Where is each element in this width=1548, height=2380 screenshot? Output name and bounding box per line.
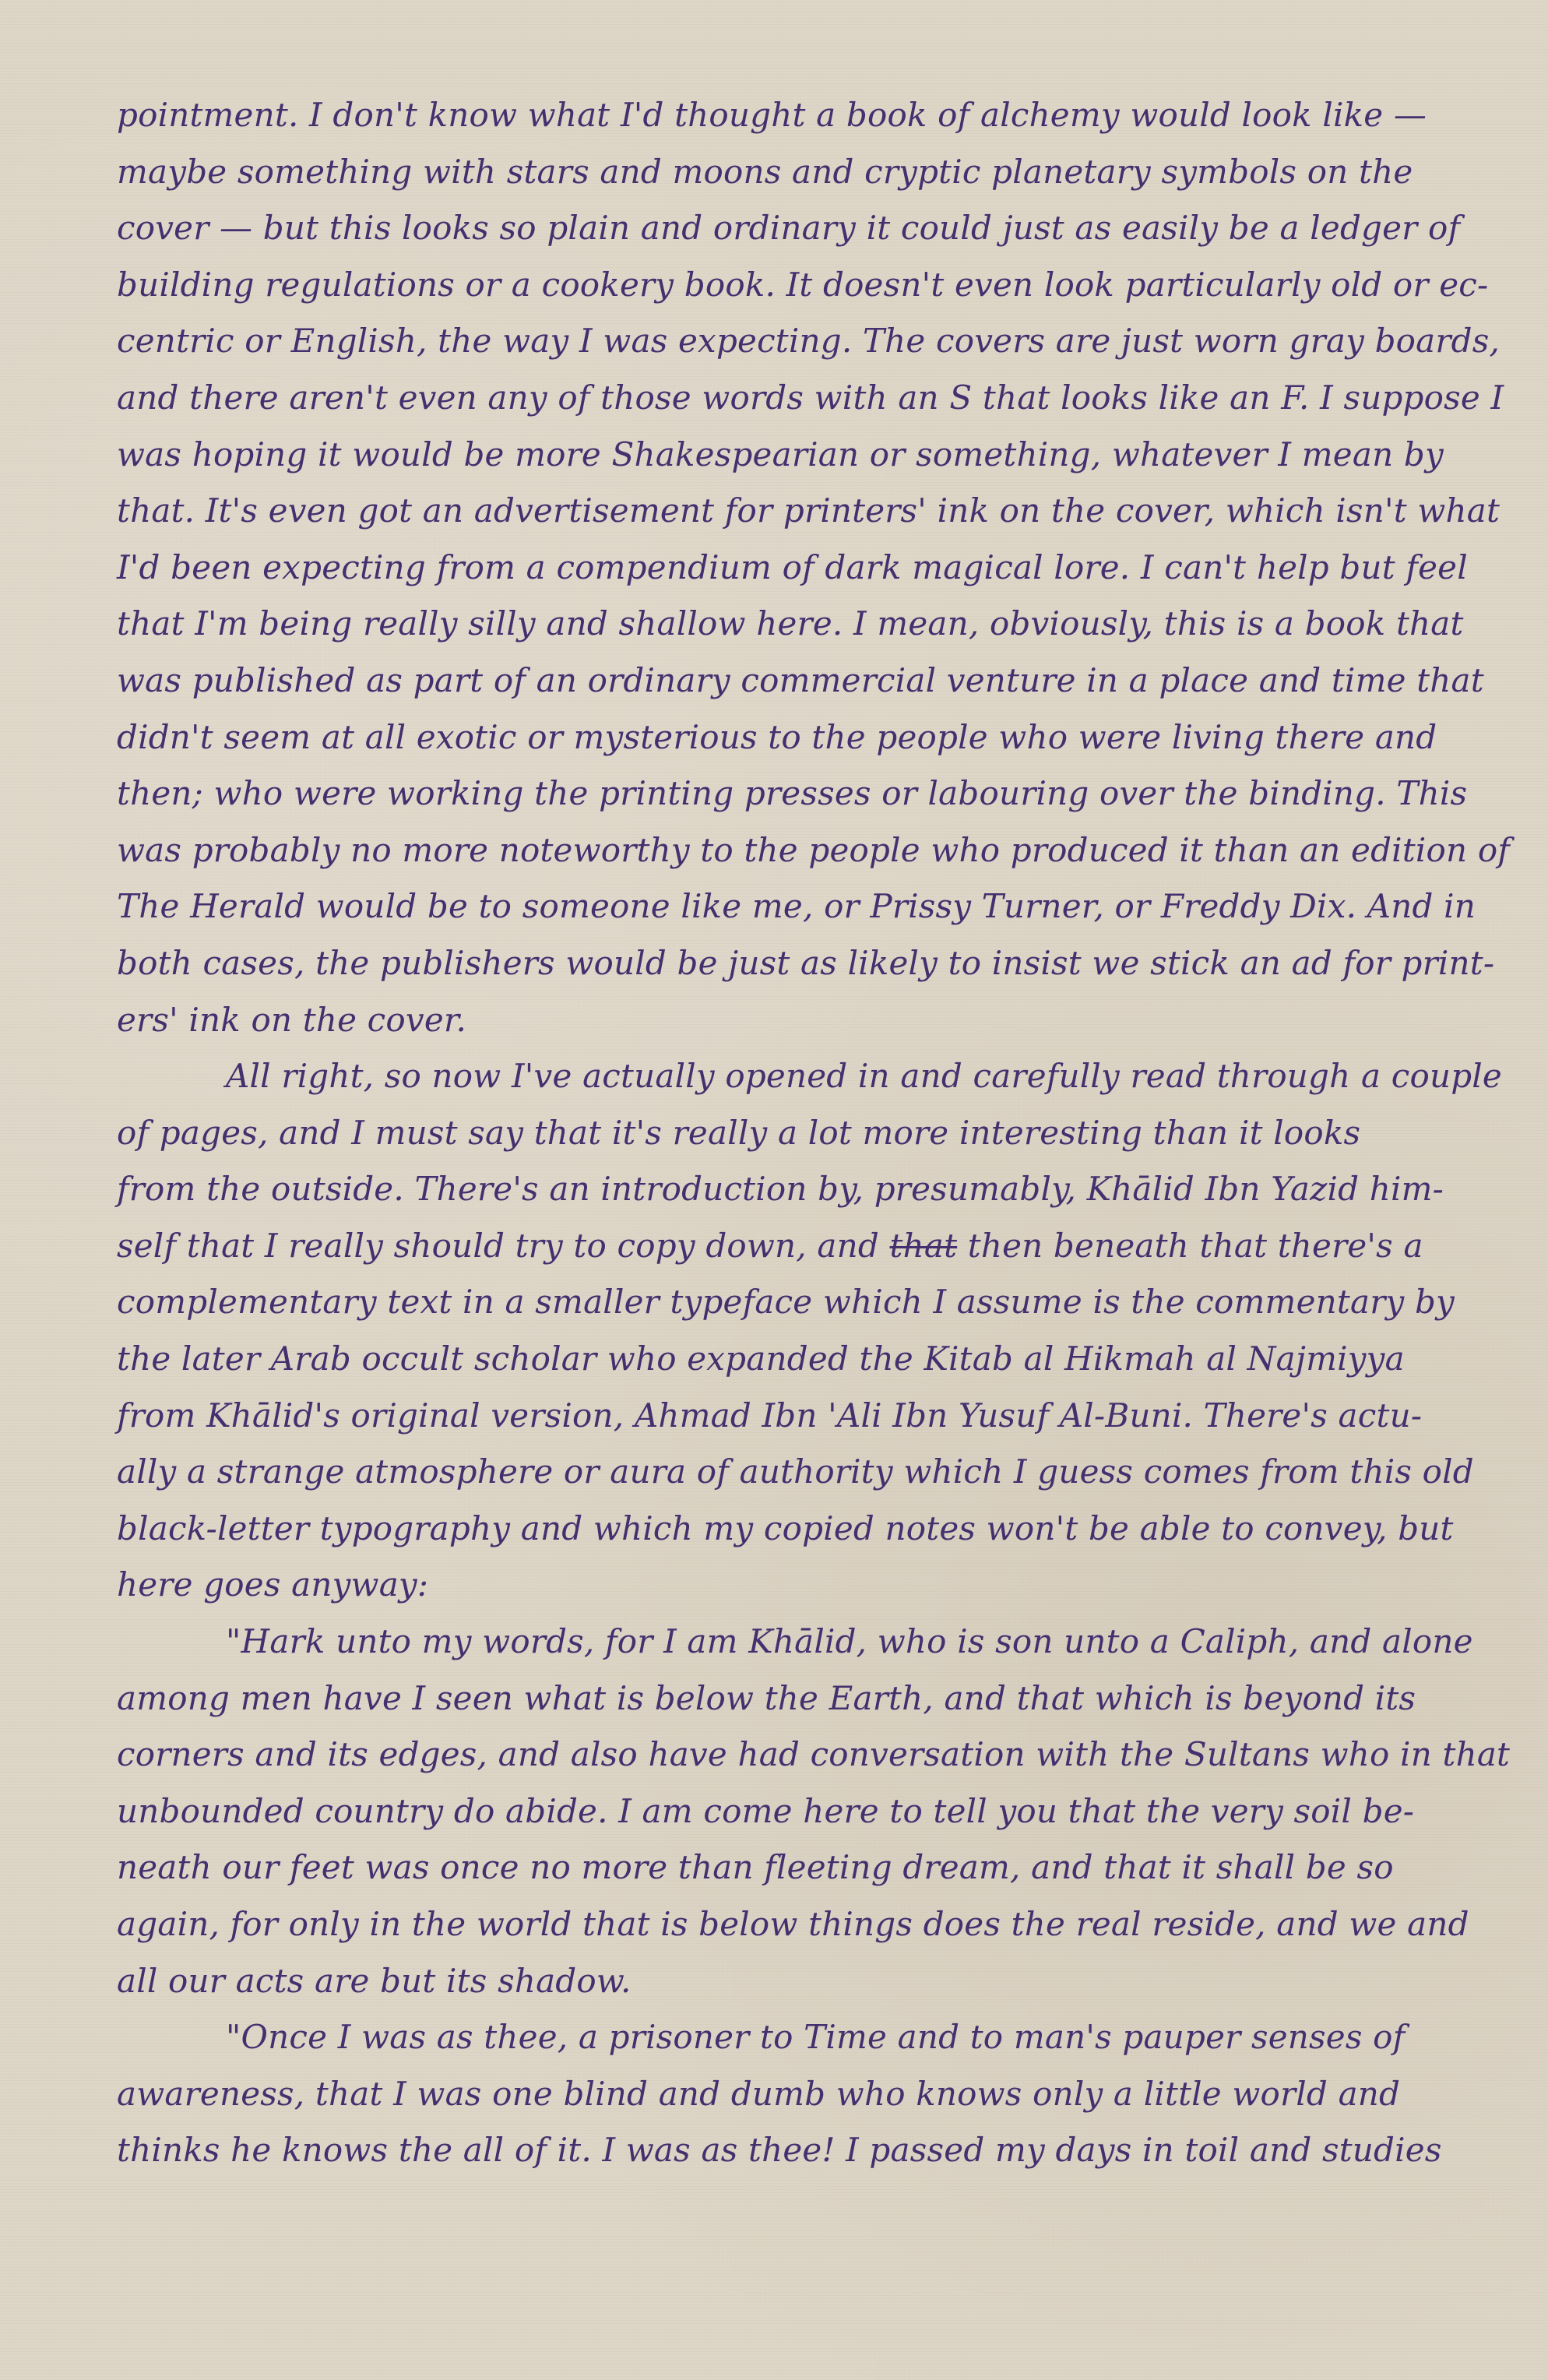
text-line: again, for only in the world that is below things does the real reside, and we and xyxy=(117,1905,1469,1943)
text-fragment: self that I really should try to copy down, and xyxy=(117,1226,879,1265)
text-line: was probably no more noteworthy to the people who produced it than an edition of xyxy=(117,830,1511,869)
text-line: neath our feet was once no more than fleeting dream, and that it shall be so xyxy=(117,1848,1394,1887)
text-line: and there aren't even any of those words with an S that looks like an F. I suppose I xyxy=(117,378,1504,417)
text-line: that I'm being really silly and shallow here. I mean, obviously, this is a book that xyxy=(117,604,1464,643)
text-line: ally a strange atmosphere or aura of authority which I guess comes from this old xyxy=(117,1452,1474,1491)
text-line: the later Arab occult scholar who expanded the Kitab al Hikmah al Najmiyya xyxy=(117,1340,1405,1378)
paragraph-start-line: All right, so now I've actually opened in and carefully read through a couple xyxy=(226,1057,1502,1096)
paragraph-start-line: "Hark unto my words, for I am Khālid, who is son unto a Caliph, and alone xyxy=(226,1622,1473,1661)
text-line: cover — but this looks so plain and ordinary it could just as easily be a ledger of xyxy=(117,209,1461,248)
text-line: complementary text in a smaller typeface which I assume is the commentary by xyxy=(117,1283,1455,1322)
text-line: here goes anyway: xyxy=(117,1565,429,1604)
text-fragment: then beneath that there's a xyxy=(967,1226,1423,1265)
text-line: black-letter typography and which my copied notes won't be able to convey, but xyxy=(117,1509,1454,1547)
handwritten-text-block xyxy=(117,87,1511,2179)
text-line: I'd been expecting from a compendium of dark magical lore. I can't help but feel xyxy=(117,547,1468,586)
text-line: pointment. I don't know what I'd thought a book of alchemy would look like — xyxy=(117,96,1427,134)
text-line: maybe something with stars and moons and cryptic planetary symbols on the xyxy=(117,152,1413,191)
struck-through-word: that xyxy=(889,1226,958,1265)
text-line: from the outside. There's an introduction by, presumably, Khālid Ibn Yazid him- xyxy=(117,1170,1444,1209)
text-line: of pages, and I must say that it's really a lot more interesting than it looks xyxy=(117,1113,1361,1152)
paragraph-start-line: "Once I was as thee, a prisoner to Time and to man's pauper senses of xyxy=(226,2018,1406,2057)
text-line: didn't seem at all exotic or mysterious to the people who were living there and xyxy=(117,717,1437,756)
text-line: from Khālid's original version, Ahmad Ibn 'Ali Ibn Yusuf Al-Buni. There's actu- xyxy=(117,1396,1423,1435)
text-line: building regulations or a cookery book. It doesn't even look particularly old or ec- xyxy=(117,265,1489,304)
text-line: unbounded country do abide. I am come here to tell you that the very soil be- xyxy=(117,1791,1415,1830)
text-line: corners and its edges, and also have had conversation with the Sultans who in that xyxy=(117,1735,1511,1774)
text-line: among men have I seen what is below the Earth, and that which is beyond its xyxy=(117,1678,1416,1717)
text-line-with-strikethrough xyxy=(117,1218,1441,1275)
text-line: both cases, the publishers would be just as likely to insist we stick an ad for print- xyxy=(117,943,1495,982)
text-line: The Herald would be to someone like me, or Prissy Turner, or Freddy Dix. And in xyxy=(117,887,1476,926)
text-line: that. It's even got an advertisement for printers' ink on the cover, which isn't what xyxy=(117,491,1501,530)
text-line: ers' ink on the cover. xyxy=(117,1000,467,1039)
text-line: all our acts are but its shadow. xyxy=(117,1961,632,2000)
text-line: awareness, that I was one blind and dumb who knows only a little world and xyxy=(117,2074,1401,2113)
text-line: was published as part of an ordinary commercial venture in a place and time that xyxy=(117,660,1484,699)
text-line: then; who were working the printing presses or labouring over the binding. This xyxy=(117,774,1468,813)
text-line: was hoping it would be more Shakespearian or something, whatever I mean by xyxy=(117,435,1444,474)
text-line: thinks he knows the all of it. I was as thee! I passed my days in toil and studies xyxy=(117,2131,1442,2170)
text-line: centric or English, the way I was expecting. The covers are just worn gray boards, xyxy=(117,322,1501,361)
